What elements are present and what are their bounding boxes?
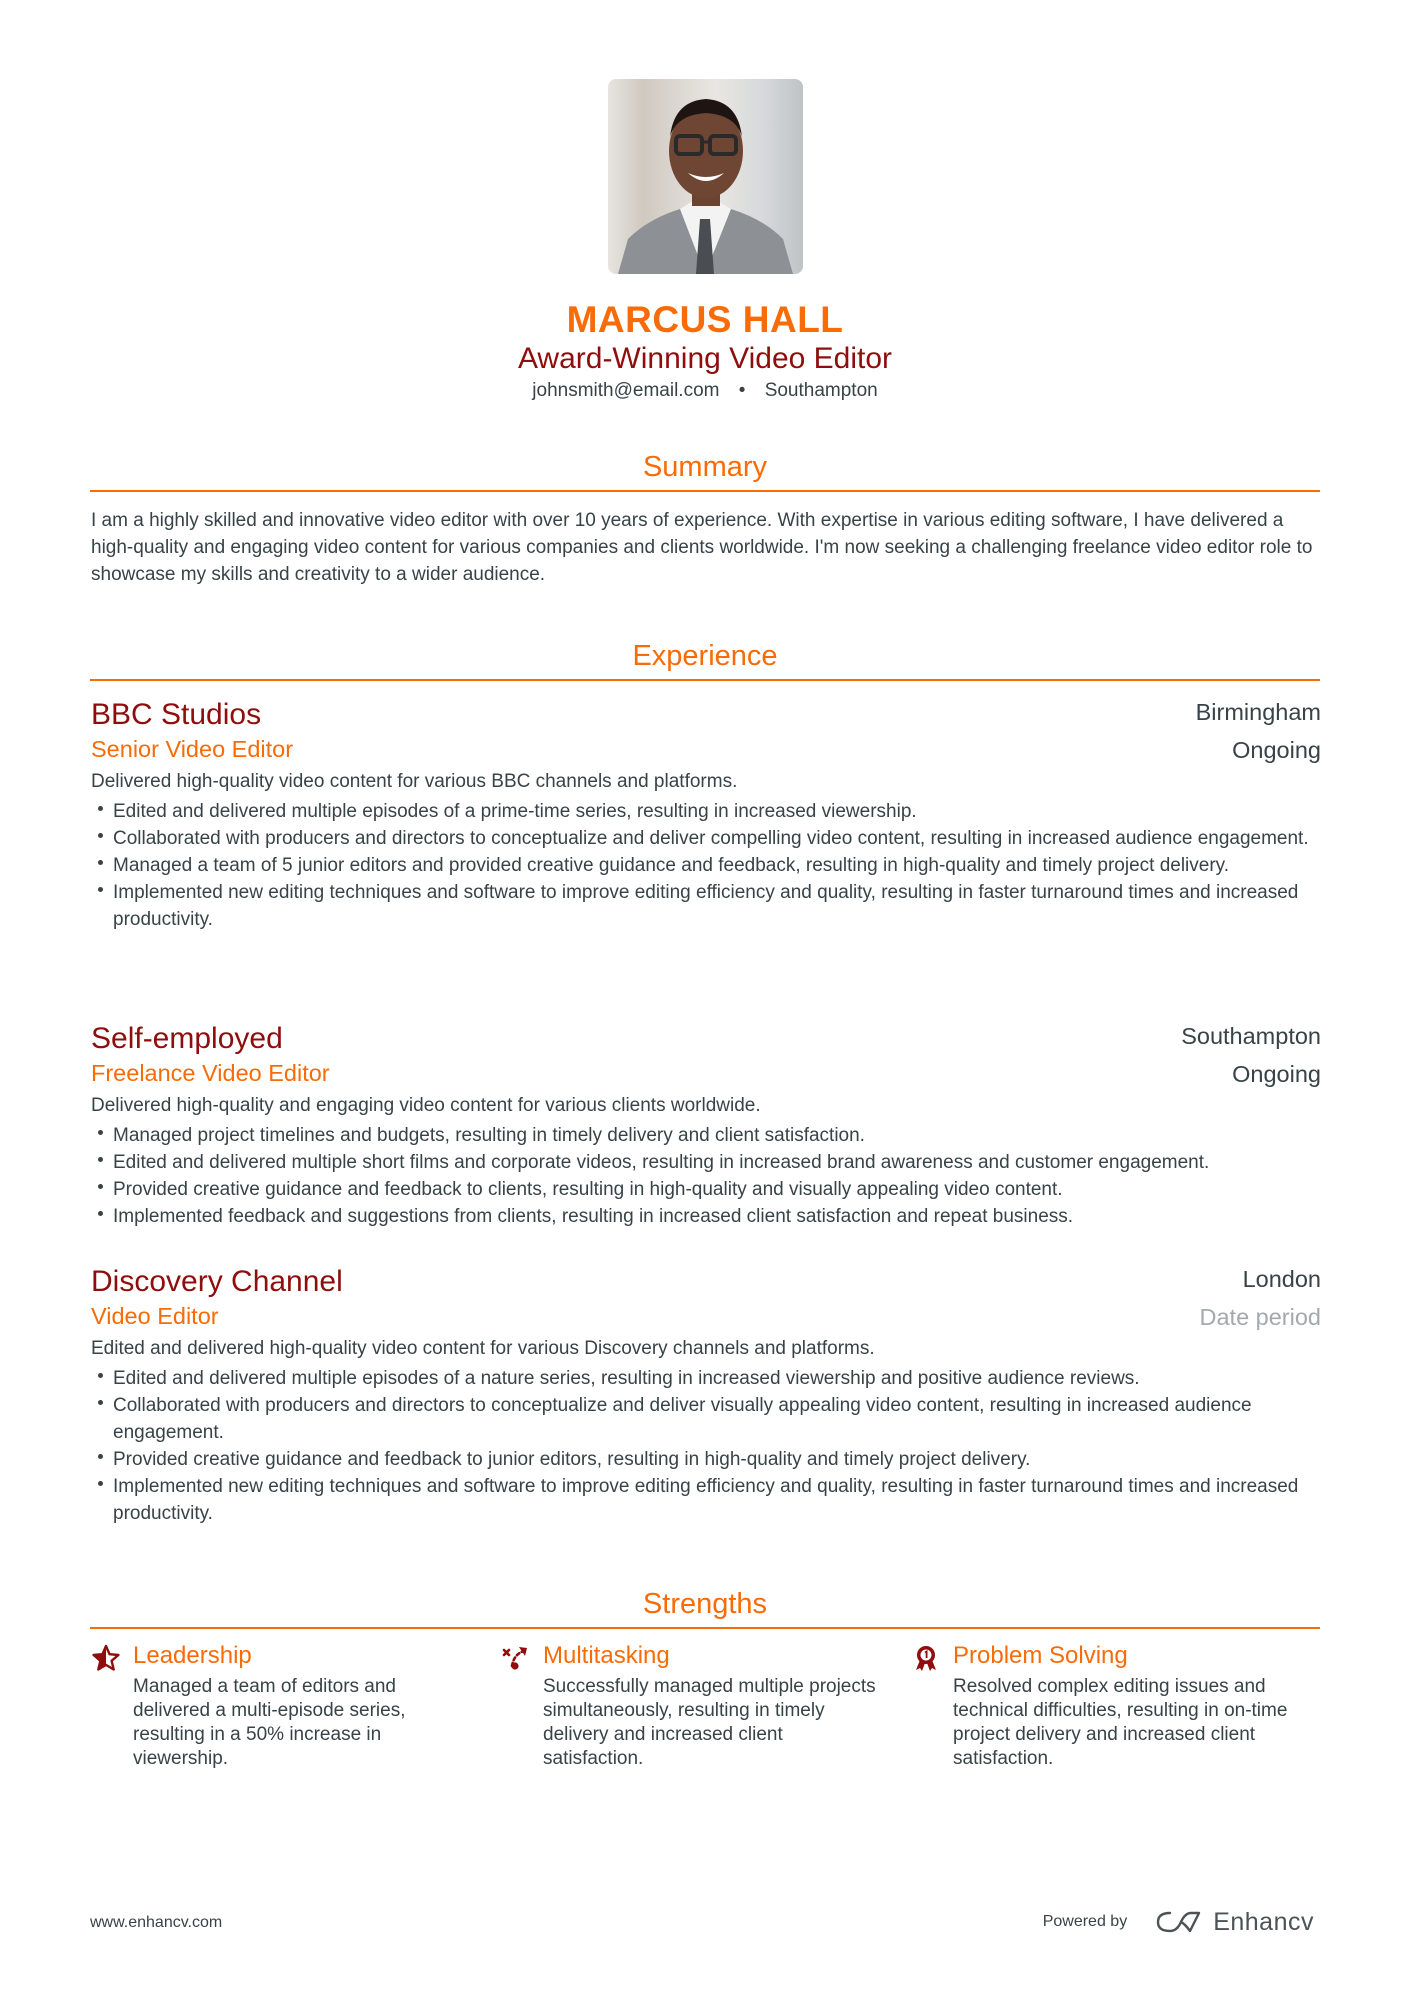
location-text: Southampton	[764, 380, 878, 401]
strategy-arrow-icon	[502, 1644, 530, 1672]
job-description: Delivered high-quality and engaging video content for various clients worldwide.	[91, 1095, 761, 1116]
job-date: Ongoing	[1232, 1061, 1321, 1087]
job-date: Date period	[1199, 1304, 1321, 1330]
job-location: Birmingham	[1195, 699, 1321, 725]
strength-title: Multitasking	[543, 1642, 670, 1669]
achievement-item: Implemented new editing techniques and software to improve editing efficiency and quality, resulting in faster turnaround times and increased productivity.	[91, 1473, 1321, 1527]
job-date: Ongoing	[1232, 737, 1321, 763]
candidate-headline: Award-Winning Video Editor	[517, 342, 893, 375]
strength-item	[90, 1640, 500, 1771]
section-divider	[90, 1627, 1320, 1629]
strength-description: Successfully managed multiple projects simultaneously, resulting in timely delivery and increased client satisfaction.	[543, 1676, 876, 1769]
experience-entry	[91, 1263, 1321, 1527]
strengths-grid	[90, 1640, 1320, 1771]
strength-title: Problem Solving	[953, 1642, 1128, 1669]
section-title-summary: Summary	[642, 451, 768, 483]
achievement-item: Provided creative guidance and feedback to clients, resulting in high-quality and visually appealing video content.	[91, 1176, 1321, 1203]
achievement-item: Edited and delivered multiple episodes of a nature series, resulting in increased viewership and positive audience reviews.	[91, 1365, 1321, 1392]
section-title-strengths: Strengths	[642, 1588, 768, 1620]
footer-branding	[1043, 1906, 1314, 1938]
enhancv-logo-icon[interactable]	[1155, 1909, 1203, 1935]
section-divider	[90, 490, 1320, 492]
achievement-item: Provided creative guidance and feedback to junior editors, resulting in high-quality and timely project delivery.	[91, 1446, 1321, 1473]
section-divider	[90, 679, 1320, 681]
summary-text: I am a highly skilled and innovative video editor with over 10 years of experience. With expertise in various editing software, I have delivered a high-quality and engaging video content for various companies and clients worldwide. I'm now seeking a challenging freelance video editor role to showcase my skills and creativity to a wider audience.	[91, 510, 1313, 585]
contact-info	[0, 378, 1410, 404]
job-location: Southampton	[1181, 1023, 1321, 1049]
email-link[interactable]: johnsmith@email.com	[532, 380, 720, 401]
award-medal-icon	[912, 1644, 940, 1672]
job-title: Senior Video Editor	[91, 736, 294, 762]
achievement-item: Edited and delivered multiple short films and corporate videos, resulting in increased brand awareness and customer engagement.	[91, 1149, 1321, 1176]
achievement-list	[91, 1365, 1321, 1527]
achievement-item: Implemented new editing techniques and software to improve editing efficiency and quality, resulting in faster turnaround times and increased productivity.	[91, 879, 1321, 933]
profile-photo	[608, 79, 803, 274]
achievement-list	[91, 1122, 1321, 1230]
company-name: Discovery Channel	[91, 1265, 343, 1298]
achievement-item: Managed project timelines and budgets, resulting in timely delivery and client satisfaction.	[91, 1122, 1321, 1149]
brand-name: Enhancv	[1213, 1907, 1314, 1936]
job-location: London	[1242, 1266, 1321, 1292]
job-title: Freelance Video Editor	[91, 1060, 330, 1086]
job-description: Delivered high-quality video content for various BBC channels and platforms.	[91, 771, 738, 792]
person-portrait-icon	[608, 79, 803, 274]
experience-entry	[91, 696, 1321, 933]
achievement-item: Implemented feedback and suggestions from clients, resulting in increased client satisfaction and repeat business.	[91, 1203, 1321, 1230]
strength-description: Resolved complex editing issues and technical difficulties, resulting in on-time project delivery and increased client satisfaction.	[953, 1676, 1288, 1769]
star-icon	[92, 1644, 120, 1672]
achievement-item: Edited and delivered multiple episodes of a prime-time series, resulting in increased viewership.	[91, 798, 1321, 825]
footer-website-link[interactable]: www.enhancv.com	[90, 1914, 223, 1931]
company-name: BBC Studios	[91, 698, 262, 731]
experience-entry	[91, 1020, 1321, 1230]
candidate-name: MARCUS HALL	[566, 299, 844, 340]
strength-description: Managed a team of editors and delivered a multi-episode series, resulting in a 50% increase in viewership.	[133, 1676, 406, 1769]
section-title-experience: Experience	[632, 640, 778, 672]
strength-item	[910, 1640, 1320, 1771]
achievement-list	[91, 798, 1321, 933]
strength-title: Leadership	[133, 1642, 252, 1669]
achievement-item: Managed a team of 5 junior editors and provided creative guidance and feedback, resulting in high-quality and timely project delivery.	[91, 852, 1321, 879]
achievement-item: Collaborated with producers and directors to conceptualize and deliver compelling video content, resulting in increased audience engagement.	[91, 825, 1321, 852]
contact-separator: •	[738, 380, 746, 401]
strength-item	[500, 1640, 910, 1771]
powered-by-label: Powered by	[1042, 1913, 1128, 1930]
job-title: Video Editor	[91, 1303, 219, 1329]
job-description: Edited and delivered high-quality video content for various Discovery channels and platforms.	[91, 1338, 875, 1359]
company-name: Self-employed	[91, 1022, 283, 1055]
achievement-item: Collaborated with producers and directors to conceptualize and deliver visually appealing video content, resulting in increased audience engagement.	[91, 1392, 1321, 1446]
